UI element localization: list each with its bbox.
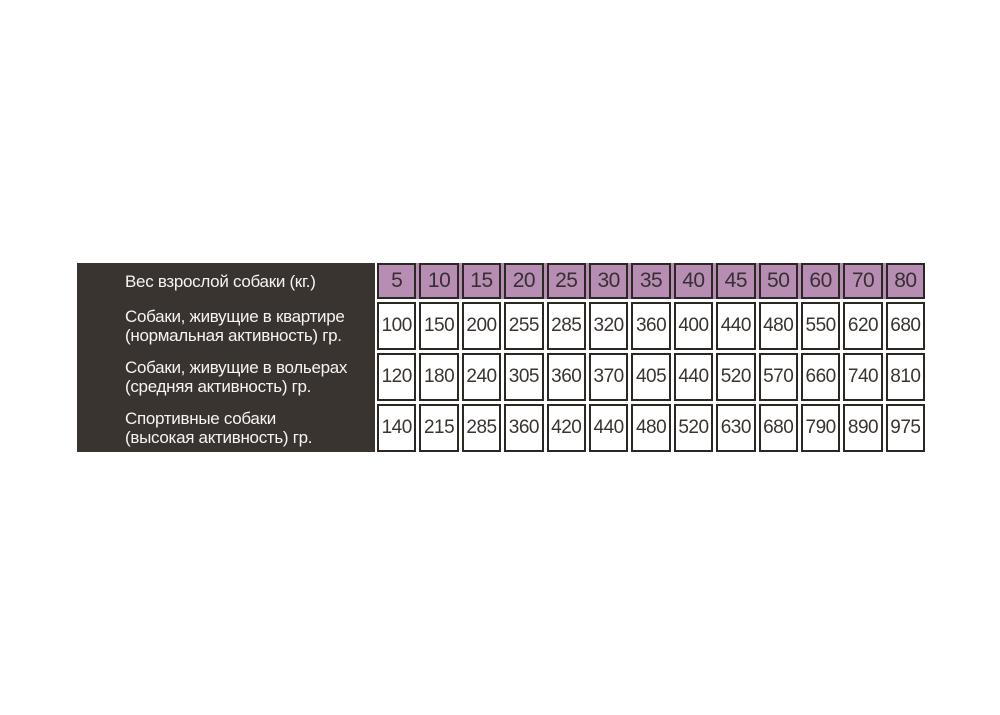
weight-header-cell: 15	[462, 263, 501, 299]
value-cell: 620	[843, 302, 882, 350]
value-cell: 740	[843, 353, 882, 401]
row-label-enclosure	[77, 353, 375, 401]
value-cell: 180	[419, 353, 458, 401]
value-cell: 440	[716, 302, 755, 350]
row-label-line1: Спортивные собаки	[125, 409, 276, 428]
weight-header-cell: 40	[674, 263, 713, 299]
value-cell: 370	[589, 353, 628, 401]
weight-header-cell: 25	[547, 263, 586, 299]
weight-header-cell: 70	[843, 263, 882, 299]
value-cell: 150	[419, 302, 458, 350]
row-label-line2: (нормальная активность) гр.	[125, 326, 342, 345]
weight-header-cell: 10	[419, 263, 458, 299]
weight-header-cell: 20	[504, 263, 543, 299]
value-cell: 200	[462, 302, 501, 350]
row-label-line2: (средняя активность) гр.	[125, 377, 312, 396]
value-cell: 240	[462, 353, 501, 401]
value-cell: 550	[801, 302, 840, 350]
value-cell: 285	[462, 404, 501, 452]
values-row-enclosure	[377, 353, 925, 401]
value-cell: 120	[377, 353, 416, 401]
value-cell: 100	[377, 302, 416, 350]
value-cell: 400	[674, 302, 713, 350]
weight-header-cell: 80	[886, 263, 925, 299]
value-cell: 520	[716, 353, 755, 401]
weight-header-cell: 45	[716, 263, 755, 299]
value-cell: 285	[547, 302, 586, 350]
weight-header-cell: 35	[631, 263, 670, 299]
weight-header-cell: 5	[377, 263, 416, 299]
row-label-line1: Собаки, живущие в квартире	[125, 307, 345, 326]
value-cell: 255	[504, 302, 543, 350]
dog-feeding-table	[77, 263, 925, 452]
weight-header-cell: 50	[759, 263, 798, 299]
row-label-line2: (высокая активность) гр.	[125, 428, 313, 447]
value-cell: 680	[886, 302, 925, 350]
value-cell: 360	[504, 404, 543, 452]
weight-header-cell: 60	[801, 263, 840, 299]
value-cell: 520	[674, 404, 713, 452]
value-cell: 480	[631, 404, 670, 452]
value-cell: 480	[759, 302, 798, 350]
row-labels-panel	[77, 263, 375, 452]
value-cell: 440	[589, 404, 628, 452]
value-cell: 790	[801, 404, 840, 452]
value-cell: 680	[759, 404, 798, 452]
weights-header-row	[377, 263, 925, 299]
value-cell: 660	[801, 353, 840, 401]
value-cell: 405	[631, 353, 670, 401]
value-cell: 360	[547, 353, 586, 401]
value-cell: 305	[504, 353, 543, 401]
value-cell: 215	[419, 404, 458, 452]
value-cell: 890	[843, 404, 882, 452]
corner-label: Вес взрослой собаки (кг.)	[125, 271, 316, 291]
row-label-line1: Собаки, живущие в вольерах	[125, 358, 348, 377]
value-cell: 810	[886, 353, 925, 401]
value-cell: 360	[631, 302, 670, 350]
value-cell: 570	[759, 353, 798, 401]
values-grid	[377, 263, 925, 452]
value-cell: 140	[377, 404, 416, 452]
value-cell: 975	[886, 404, 925, 452]
value-cell: 440	[674, 353, 713, 401]
row-label-sport	[77, 404, 375, 452]
row-label-apartment	[77, 302, 375, 350]
value-cell: 320	[589, 302, 628, 350]
value-cell: 630	[716, 404, 755, 452]
values-row-sport	[377, 404, 925, 452]
weight-header-cell: 30	[589, 263, 628, 299]
value-cell: 420	[547, 404, 586, 452]
values-row-apartment	[377, 302, 925, 350]
